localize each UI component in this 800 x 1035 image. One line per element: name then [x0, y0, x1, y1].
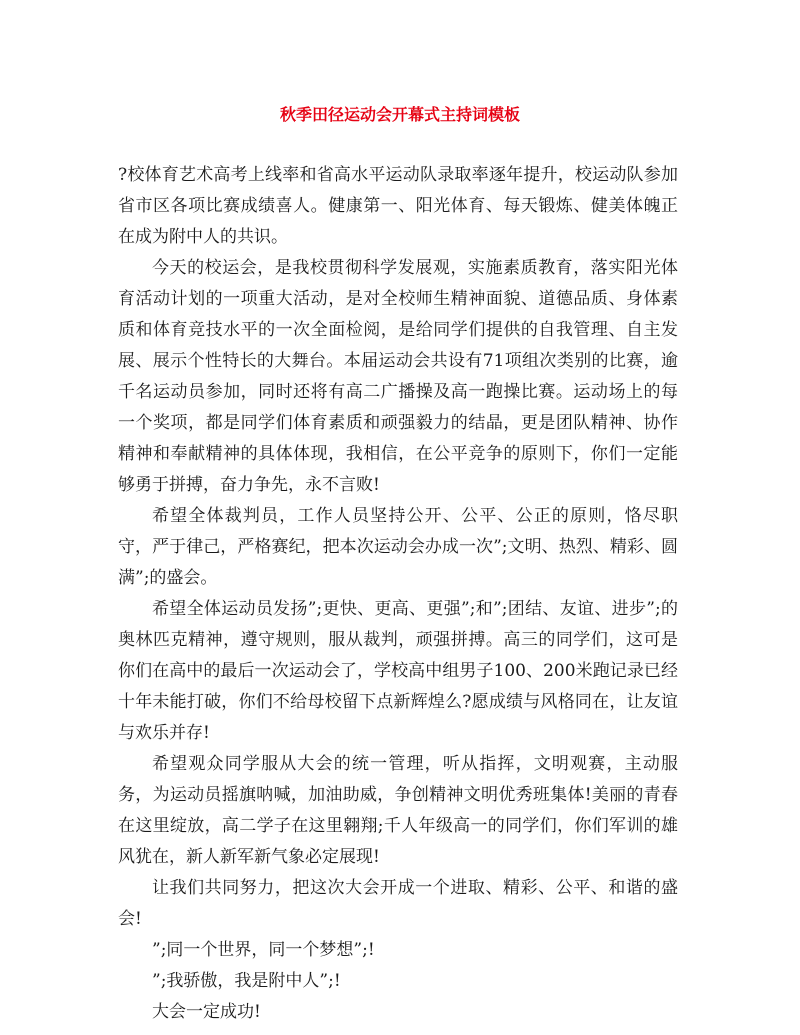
paragraph-4: 希望全体运动员发扬”;更快、更高、更强”;和”;团结、友谊、进步”;的奥林匹克精神，遵守规则，服从裁判，顽强拼搏。高三的同学们，这可是你们在高中的最后一次运动会了，学校高中组男子100、200米跑记录已经十年未能打破，你们不给母校留下点新辉煌么?愿成绩与风格同在，让友谊与欢乐并存!	[118, 599, 678, 743]
paragraph-3: 希望全体裁判员，工作人员坚持公开、公平、公正的原则，恪尽职守，严于律己，严格赛纪，把本次运动会办成一次”;文明、热烈、精彩、圆满”;的盛会。	[118, 506, 678, 588]
paragraph-5: 希望观众同学服从大会的统一管理，听从指挥，文明观赛，主动服务，为运动员摇旗呐喊，加油助威，争创精神文明优秀班集体!美丽的青春在这里绽放，高二学子在这里翱翔;千人年级高一的同学们，你们军训的雄风犹在，新人新军新气象必定展现!	[118, 754, 678, 867]
paragraph-1: ?校体育艺术高考上线率和省高水平运动队录取率逐年提升，校运动队参加省市区各项比赛成绩喜人。健康第一、阳光体育、每天锻炼、健美体魄正在成为附中人的共识。	[118, 165, 678, 247]
paragraph-7: ”;同一个世界，同一个梦想”;!	[152, 940, 375, 960]
paragraph-8: ”;我骄傲，我是附中人”;!	[152, 971, 341, 991]
document-body	[118, 160, 678, 1028]
paragraph-6: 让我们共同努力，把这次大会开成一个进取、精彩、公平、和谐的盛会!	[118, 878, 678, 929]
document-title: 秋季田径运动会开幕式主持词模板	[279, 105, 520, 124]
paragraph-9: 大会一定成功!	[152, 1002, 261, 1022]
paragraph-2: 今天的校运会，是我校贯彻科学发展观，实施素质教育，落实阳光体育活动计划的一项重大活动，是对全校师生精神面貌、道德品质、身体素质和体育竞技水平的一次全面检阅，是给同学们提供的自我管理、自主发展、展示个性特长的大舞台。本届运动会共设有71项组次类别的比赛，逾千名运动员参加，同时还将有高二广播操及高一跑操比赛。运动场上的每一个奖项，都是同学们体育素质和顽强毅力的结晶，更是团队精神、协作精神和奉献精神的具体体现，我相信，在公平竞争的原则下，你们一定能够勇于拼搏，奋力争先，永不言败!	[118, 258, 678, 495]
